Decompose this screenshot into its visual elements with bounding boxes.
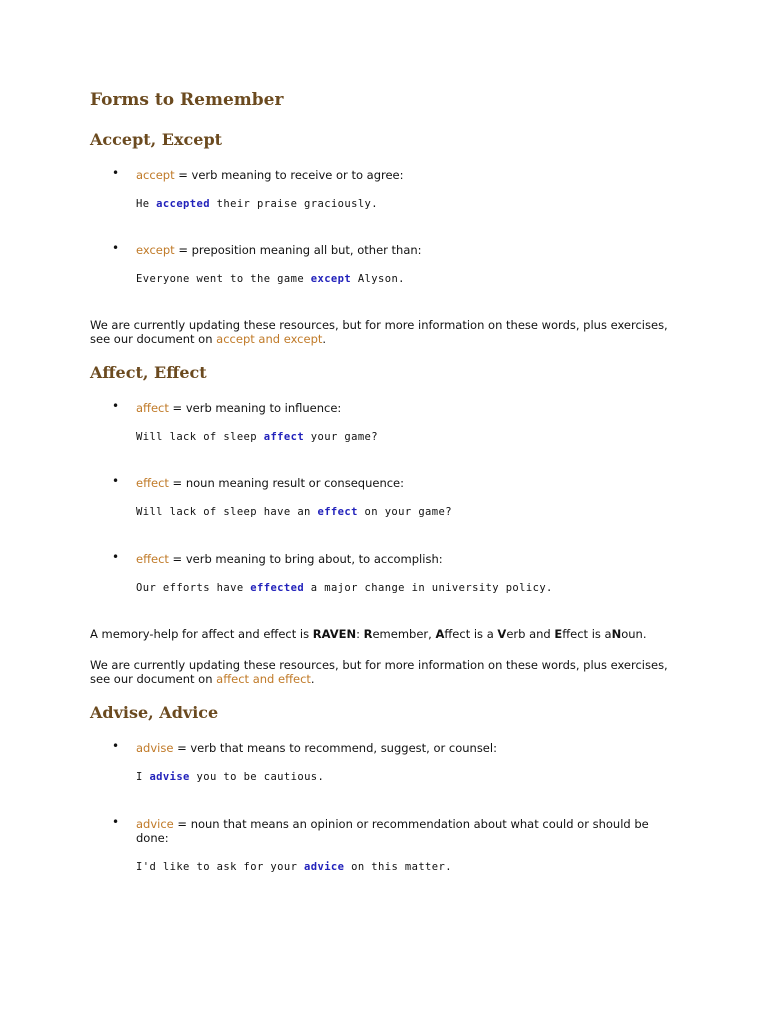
example-accepted — [136, 198, 378, 210]
definition-advice-line2: done: — [136, 831, 169, 845]
section-heading-advise-advice: Advise, Advice — [90, 703, 219, 722]
term-effect: effect — [136, 552, 169, 566]
definition-effect-verb — [136, 552, 443, 566]
resource-note-line — [90, 672, 315, 686]
example-advice — [136, 861, 452, 873]
example-text: I'd like to ask for your — [136, 861, 305, 873]
example-text: Will lack of sleep — [136, 431, 264, 443]
memory-letter: E — [554, 627, 563, 641]
resource-note-line: We are currently updating these resources, but for more information on these words, plus exercises, — [90, 318, 668, 332]
term-advise: advise — [136, 741, 174, 755]
example-highlight: except — [310, 273, 352, 285]
resource-note-line — [90, 332, 326, 346]
bullet: • — [112, 474, 120, 488]
example-text: on this matter. — [344, 861, 452, 873]
memory-text: ffect is a — [562, 627, 612, 641]
memory-text: oun. — [621, 627, 647, 641]
definition-text: = verb meaning to receive or to agree: — [174, 168, 404, 182]
term-affect: affect — [136, 401, 169, 415]
memory-letter: R — [363, 627, 373, 641]
definition-affect — [136, 401, 341, 415]
example-affect — [136, 431, 378, 443]
note-text: see our document on — [90, 332, 217, 346]
term-accept: accept — [136, 168, 175, 182]
example-text: their praise graciously. — [209, 198, 378, 210]
definition-text: = noun meaning result or consequence: — [168, 476, 405, 490]
term-except: except — [136, 243, 175, 257]
note-text: see our document on — [90, 672, 217, 686]
definition-text: = noun that means an opinion or recommendation about what could or should be — [173, 817, 649, 831]
example-effected — [136, 582, 553, 594]
example-highlight: accepted — [156, 198, 210, 210]
definition-accept — [136, 168, 404, 182]
example-text: your game? — [304, 431, 378, 443]
bullet: • — [112, 815, 120, 829]
bullet: • — [112, 550, 120, 564]
definition-advice — [136, 817, 649, 831]
example-text: Will lack of sleep have an — [136, 506, 318, 518]
memory-text: : — [356, 627, 364, 641]
resource-note-line: We are currently updating these resources, but for more information on these words, plus exercises, — [90, 658, 668, 672]
example-text: He — [136, 198, 157, 210]
memory-letter: V — [497, 627, 507, 641]
memory-acronym: RAVEN — [312, 627, 357, 641]
example-except — [136, 273, 405, 285]
definition-advise — [136, 741, 497, 755]
example-text: you to be cautious. — [189, 771, 325, 783]
definition-text: = verb meaning to bring about, to accomplish: — [168, 552, 443, 566]
example-highlight: affect — [263, 431, 305, 443]
example-text: on your game? — [357, 506, 452, 518]
note-text: . — [322, 332, 327, 346]
bullet: • — [112, 739, 120, 753]
example-text: a major change in university policy. — [304, 582, 553, 594]
example-text: I — [136, 771, 150, 783]
definition-except — [136, 243, 422, 257]
memory-letter: A — [435, 627, 445, 641]
example-text: Everyone went to the game — [136, 273, 311, 285]
term-effect: effect — [136, 476, 169, 490]
example-highlight: effected — [250, 582, 305, 594]
definition-text: = preposition meaning all but, other than: — [174, 243, 422, 257]
term-advice: advice — [136, 817, 174, 831]
link-accept-and-except[interactable]: accept and except — [216, 332, 323, 346]
definition-effect-noun — [136, 476, 404, 490]
memory-text: erb and — [506, 627, 555, 641]
example-highlight: advice — [304, 861, 345, 873]
memory-text: emember, — [372, 627, 436, 641]
page-title: Forms to Remember — [90, 90, 284, 110]
note-text: . — [310, 672, 315, 686]
section-heading-affect-effect: Affect, Effect — [90, 363, 207, 382]
memory-help — [90, 627, 647, 641]
example-text: Alyson. — [351, 273, 405, 285]
example-text: Our efforts have — [136, 582, 251, 594]
memory-letter: N — [611, 627, 622, 641]
link-affect-and-effect[interactable]: affect and effect — [216, 672, 311, 686]
section-heading-accept-except: Accept, Except — [90, 130, 223, 149]
memory-text: ffect is a — [444, 627, 498, 641]
definition-text: = verb meaning to influence: — [168, 401, 342, 415]
example-effect-noun — [136, 506, 452, 518]
bullet: • — [112, 166, 120, 180]
memory-text: A memory-help for affect and effect is — [90, 627, 313, 641]
bullet: • — [112, 241, 120, 255]
example-highlight: advise — [149, 771, 190, 783]
definition-text: = verb that means to recommend, suggest, or counsel: — [173, 741, 497, 755]
example-advise — [136, 771, 324, 783]
bullet: • — [112, 399, 120, 413]
example-highlight: effect — [317, 506, 358, 518]
